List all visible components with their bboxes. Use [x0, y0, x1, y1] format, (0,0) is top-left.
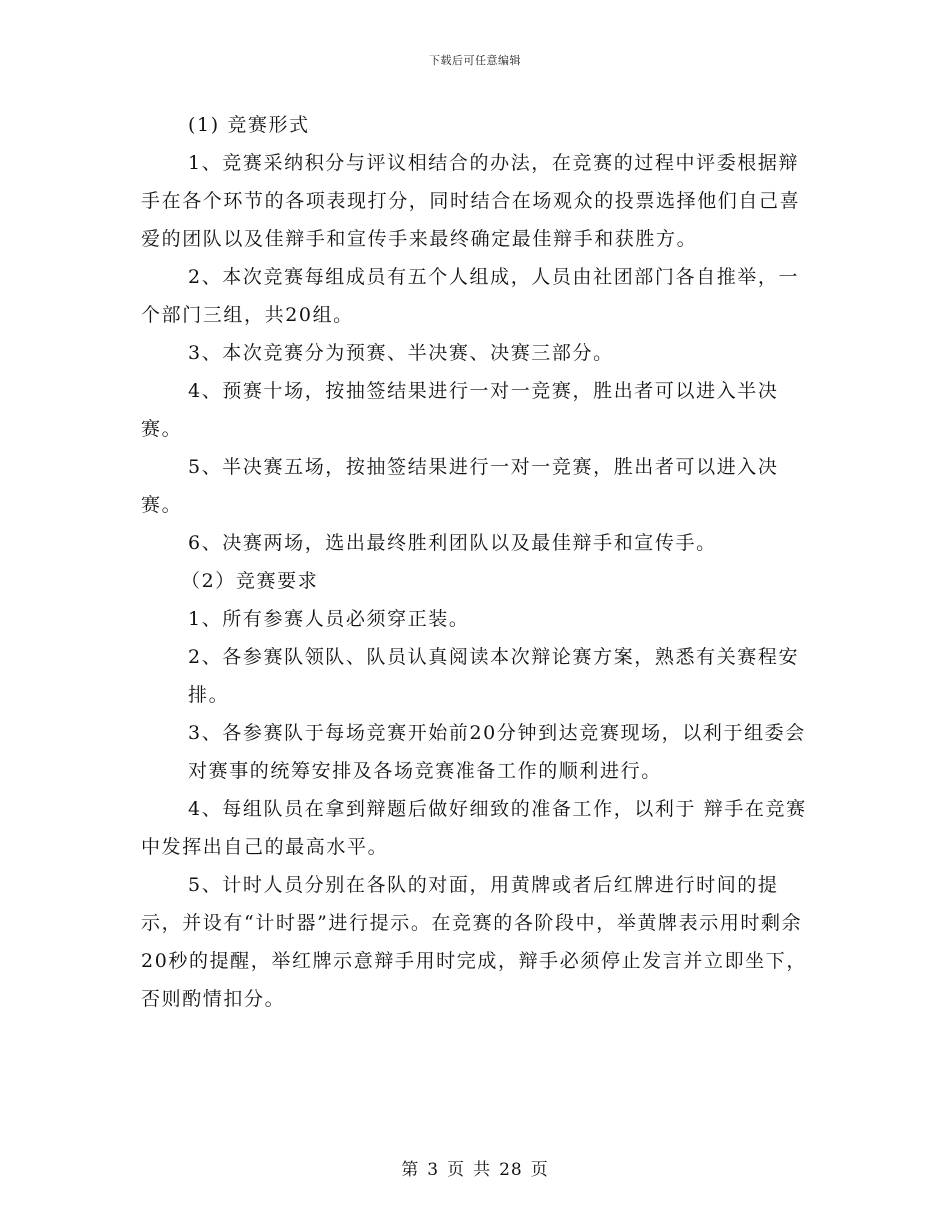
- total-unit-label: 页: [530, 1160, 549, 1180]
- paragraph: 6、决赛两场，选出最终胜利团队以及最佳辩手和宣传手。: [188, 532, 717, 554]
- page-unit-label: 页: [447, 1160, 466, 1180]
- total-label: 共: [473, 1160, 492, 1180]
- paragraph: 2、各参赛队领队、队员认真阅读本次辩论赛方案，熟悉有关赛程安: [188, 646, 800, 668]
- paragraph: 1、竞赛采纳积分与评议相结合的办法，在竞赛的过程中评委根据辩手在各个环节的各项表现打分，同时结合在场观众的投票选择他们自己喜爱的团队以及佳辩手和宣传手来最终确定最佳辩手和获胜方。: [141, 152, 801, 250]
- paragraph: 4、预赛十场，按抽签结果进行一对一竞赛，胜出者可以进入半决赛。: [141, 380, 779, 440]
- paragraph: 5、半决赛五场，按抽签结果进行一对一竞赛，胜出者可以进入决赛。: [141, 456, 779, 516]
- paragraph: 3、本次竞赛分为预赛、半决赛、决赛三部分。: [188, 342, 614, 364]
- page-header: 下载后可任意编辑: [429, 54, 521, 67]
- paragraph-continuation: 对赛事的统筹安排及各场竞赛准备工作的顺利进行。: [188, 760, 662, 782]
- paragraph: 2、本次竞赛每组成员有五个人组成，人员由社团部门各自推举，一个部门三组，共20组。: [141, 266, 800, 326]
- paragraph: 3、各参赛队于每场竞赛开始前20分钟到达竞赛现场，以利于组委会: [188, 722, 806, 744]
- paragraph-continuation: 排。: [188, 684, 230, 706]
- paragraph: 4、每组队员在拿到辩题后做好细致的准备工作，以利于 辩手在竞赛中发挥出自己的最高水平。: [141, 798, 807, 858]
- paragraph: 1、所有参赛人员必须穿正装。: [188, 608, 470, 630]
- section-heading-format: (1) 竞赛形式: [188, 114, 310, 136]
- page-footer: [0, 1155, 950, 1180]
- current-page-number: 3: [427, 1160, 440, 1180]
- section-heading-requirements: （2）竞赛要求: [181, 570, 319, 592]
- total-pages-number: 28: [499, 1160, 523, 1180]
- document-body: [141, 106, 809, 1018]
- paragraph: 5、计时人员分别在各队的对面，用黄牌或者后红牌进行时间的提示，并设有“计时器”进行提示。在竞赛的各阶段中，举黄牌表示用时剩余20秒的提醒，举红牌示意辩手用时完成，辩手必须停止发言并立即坐下，否则酌情扣分。: [141, 874, 807, 1010]
- page-label: 第: [401, 1160, 420, 1180]
